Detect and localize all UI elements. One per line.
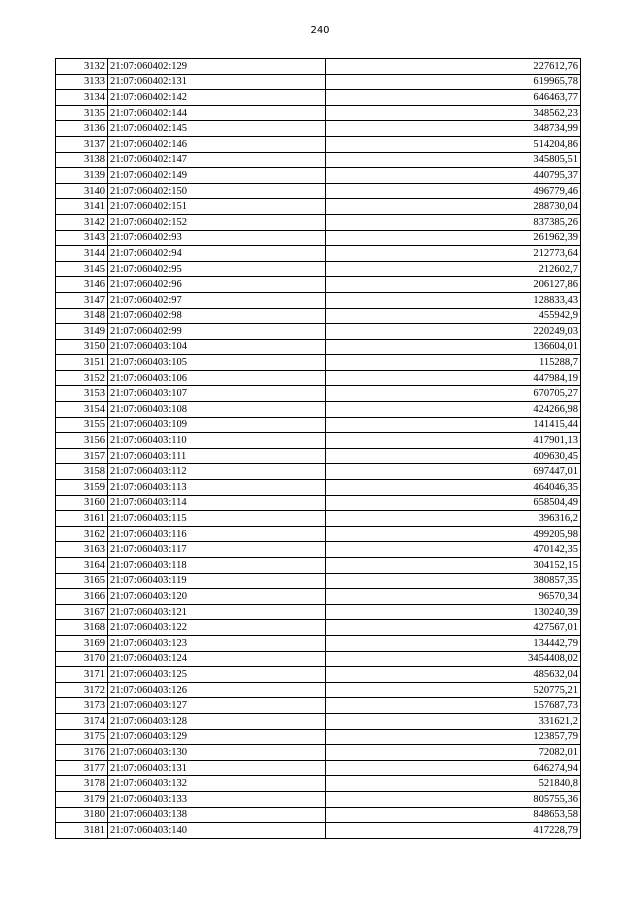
table-row [56,402,581,418]
row-number-cell: 3151 [56,355,108,371]
cadastral-value-cell: 288730,04 [326,199,581,215]
table-row [56,791,581,807]
cadastral-number-cell: 21:07:060402:150 [108,183,326,199]
cadastral-value-cell: 345805,51 [326,152,581,168]
cadastral-value-cell: 514204,86 [326,136,581,152]
cadastral-value-cell: 670705,27 [326,386,581,402]
cadastral-value-cell: 123857,79 [326,729,581,745]
row-number-cell: 3138 [56,152,108,168]
table-row [56,214,581,230]
cadastral-number-cell: 21:07:060403:122 [108,620,326,636]
cadastral-value-cell: 697447,01 [326,464,581,480]
table-row [56,168,581,184]
row-number-cell: 3170 [56,651,108,667]
row-number-cell: 3143 [56,230,108,246]
cadastral-value-cell: 499205,98 [326,526,581,542]
table-row [56,667,581,683]
cadastral-number-cell: 21:07:060402:142 [108,90,326,106]
table-row [56,495,581,511]
cadastral-number-cell: 21:07:060402:93 [108,230,326,246]
table-row [56,261,581,277]
cadastral-number-cell: 21:07:060402:149 [108,168,326,184]
row-number-cell: 3177 [56,760,108,776]
table-row [56,558,581,574]
cadastral-number-cell: 21:07:060403:110 [108,433,326,449]
cadastral-number-cell: 21:07:060403:105 [108,355,326,371]
cadastral-number-cell: 21:07:060402:95 [108,261,326,277]
table-row [56,448,581,464]
table-row [56,74,581,90]
table-row [56,776,581,792]
cadastral-value-cell: 134442,79 [326,635,581,651]
row-number-cell: 3148 [56,308,108,324]
cadastral-value-cell: 141415,44 [326,417,581,433]
table-row [56,807,581,823]
row-number-cell: 3137 [56,136,108,152]
row-number-cell: 3169 [56,635,108,651]
cadastral-value-cell: 409630,45 [326,448,581,464]
cadastral-value-cell: 261962,39 [326,230,581,246]
row-number-cell: 3140 [56,183,108,199]
cadastral-number-cell: 21:07:060403:112 [108,464,326,480]
cadastral-number-cell: 21:07:060403:108 [108,402,326,418]
row-number-cell: 3171 [56,667,108,683]
cadastral-value-cell: 206127,86 [326,277,581,293]
row-number-cell: 3178 [56,776,108,792]
cadastral-number-cell: 21:07:060403:111 [108,448,326,464]
cadastral-value-cell: 646274,94 [326,760,581,776]
table-row [56,152,581,168]
row-number-cell: 3175 [56,729,108,745]
table-row [56,682,581,698]
cadastral-number-cell: 21:07:060402:131 [108,74,326,90]
table-row [56,542,581,558]
cadastral-number-cell: 21:07:060403:113 [108,480,326,496]
table-row [56,277,581,293]
cadastral-number-cell: 21:07:060403:107 [108,386,326,402]
cadastral-number-cell: 21:07:060402:151 [108,199,326,215]
cadastral-value-cell: 304152,15 [326,558,581,574]
cadastral-value-cell: 331621,2 [326,713,581,729]
cadastral-value-cell: 646463,77 [326,90,581,106]
table-row [56,199,581,215]
cadastral-value-cell: 3454408,02 [326,651,581,667]
cadastral-value-cell: 521840,8 [326,776,581,792]
cadastral-value-cell: 157687,73 [326,698,581,714]
cadastral-value-cell: 470142,35 [326,542,581,558]
cadastral-value-table [55,58,581,839]
table-row [56,745,581,761]
row-number-cell: 3158 [56,464,108,480]
cadastral-number-cell: 21:07:060403:127 [108,698,326,714]
cadastral-value-cell: 212773,64 [326,246,581,262]
table-row [56,90,581,106]
row-number-cell: 3153 [56,386,108,402]
cadastral-number-cell: 21:07:060403:116 [108,526,326,542]
cadastral-value-cell: 380857,35 [326,573,581,589]
table-row [56,526,581,542]
cadastral-value-cell: 212602,7 [326,261,581,277]
table-row [56,339,581,355]
cadastral-number-cell: 21:07:060403:133 [108,791,326,807]
cadastral-number-cell: 21:07:060403:106 [108,370,326,386]
row-number-cell: 3164 [56,558,108,574]
table-row [56,183,581,199]
row-number-cell: 3134 [56,90,108,106]
cadastral-number-cell: 21:07:060403:118 [108,558,326,574]
cadastral-number-cell: 21:07:060403:128 [108,713,326,729]
cadastral-number-cell: 21:07:060402:99 [108,324,326,340]
table-row [56,386,581,402]
cadastral-value-cell: 464046,35 [326,480,581,496]
cadastral-number-cell: 21:07:060402:97 [108,292,326,308]
row-number-cell: 3133 [56,74,108,90]
table-row [56,620,581,636]
cadastral-value-cell: 396316,2 [326,511,581,527]
cadastral-value-cell: 72082,01 [326,745,581,761]
cadastral-number-cell: 21:07:060403:109 [108,417,326,433]
cadastral-number-cell: 21:07:060403:120 [108,589,326,605]
row-number-cell: 3135 [56,105,108,121]
row-number-cell: 3150 [56,339,108,355]
row-number-cell: 3172 [56,682,108,698]
cadastral-value-cell: 440795,37 [326,168,581,184]
cadastral-value-cell: 417901,13 [326,433,581,449]
cadastral-value-cell: 130240,39 [326,604,581,620]
cadastral-number-cell: 21:07:060403:123 [108,635,326,651]
row-number-cell: 3176 [56,745,108,761]
cadastral-number-cell: 21:07:060403:121 [108,604,326,620]
table-row [56,355,581,371]
table-row [56,417,581,433]
row-number-cell: 3168 [56,620,108,636]
cadastral-number-cell: 21:07:060403:104 [108,339,326,355]
cadastral-number-cell: 21:07:060403:117 [108,542,326,558]
row-number-cell: 3174 [56,713,108,729]
cadastral-number-cell: 21:07:060402:94 [108,246,326,262]
cadastral-value-cell: 520775,21 [326,682,581,698]
row-number-cell: 3141 [56,199,108,215]
table-row [56,308,581,324]
table-row [56,121,581,137]
cadastral-value-cell: 447984,19 [326,370,581,386]
row-number-cell: 3132 [56,59,108,75]
cadastral-number-cell: 21:07:060403:131 [108,760,326,776]
cadastral-number-cell: 21:07:060402:144 [108,105,326,121]
cadastral-value-cell: 427567,01 [326,620,581,636]
cadastral-value-cell: 848653,58 [326,807,581,823]
cadastral-number-cell: 21:07:060403:129 [108,729,326,745]
cadastral-value-cell: 496779,46 [326,183,581,199]
row-number-cell: 3165 [56,573,108,589]
row-number-cell: 3145 [56,261,108,277]
row-number-cell: 3152 [56,370,108,386]
row-number-cell: 3142 [56,214,108,230]
table-row [56,136,581,152]
table-row [56,760,581,776]
table-row [56,230,581,246]
cadastral-value-cell: 837385,26 [326,214,581,230]
table-row [56,246,581,262]
cadastral-value-cell: 136604,01 [326,339,581,355]
row-number-cell: 3173 [56,698,108,714]
row-number-cell: 3156 [56,433,108,449]
cadastral-number-cell: 21:07:060402:96 [108,277,326,293]
cadastral-value-cell: 227612,76 [326,59,581,75]
table-row [56,433,581,449]
row-number-cell: 3154 [56,402,108,418]
cadastral-value-cell: 96570,34 [326,589,581,605]
cadastral-number-cell: 21:07:060403:125 [108,667,326,683]
row-number-cell: 3181 [56,823,108,839]
cadastral-number-cell: 21:07:060402:152 [108,214,326,230]
row-number-cell: 3144 [56,246,108,262]
table-row [56,713,581,729]
row-number-cell: 3161 [56,511,108,527]
row-number-cell: 3160 [56,495,108,511]
cadastral-number-cell: 21:07:060403:115 [108,511,326,527]
cadastral-number-cell: 21:07:060403:114 [108,495,326,511]
table-row [56,589,581,605]
row-number-cell: 3167 [56,604,108,620]
row-number-cell: 3157 [56,448,108,464]
cadastral-number-cell: 21:07:060402:98 [108,308,326,324]
cadastral-number-cell: 21:07:060403:138 [108,807,326,823]
cadastral-number-cell: 21:07:060402:145 [108,121,326,137]
table-row [56,480,581,496]
cadastral-number-cell: 21:07:060402:146 [108,136,326,152]
row-number-cell: 3163 [56,542,108,558]
table-row [56,604,581,620]
cadastral-value-cell: 658504,49 [326,495,581,511]
row-number-cell: 3139 [56,168,108,184]
table-row [56,59,581,75]
table-row [56,105,581,121]
table-row [56,511,581,527]
cadastral-value-cell: 128833,43 [326,292,581,308]
cadastral-value-cell: 348562,23 [326,105,581,121]
cadastral-value-cell: 115288,7 [326,355,581,371]
cadastral-value-cell: 619965,78 [326,74,581,90]
cadastral-number-cell: 21:07:060402:129 [108,59,326,75]
row-number-cell: 3146 [56,277,108,293]
cadastral-value-cell: 424266,98 [326,402,581,418]
table-row [56,823,581,839]
cadastral-value-cell: 455942,9 [326,308,581,324]
row-number-cell: 3136 [56,121,108,137]
row-number-cell: 3179 [56,791,108,807]
page-number: 240 [310,25,330,36]
cadastral-number-cell: 21:07:060403:132 [108,776,326,792]
table-row [56,464,581,480]
cadastral-number-cell: 21:07:060403:126 [108,682,326,698]
table-row [56,729,581,745]
row-number-cell: 3162 [56,526,108,542]
row-number-cell: 3155 [56,417,108,433]
table-row [56,635,581,651]
cadastral-number-cell: 21:07:060403:140 [108,823,326,839]
row-number-cell: 3149 [56,324,108,340]
table-row [56,370,581,386]
row-number-cell: 3180 [56,807,108,823]
table-row [56,698,581,714]
cadastral-number-cell: 21:07:060402:147 [108,152,326,168]
row-number-cell: 3166 [56,589,108,605]
row-number-cell: 3147 [56,292,108,308]
table-row [56,651,581,667]
table-row [56,292,581,308]
table-row [56,573,581,589]
cadastral-value-cell: 485632,04 [326,667,581,683]
cadastral-number-cell: 21:07:060403:130 [108,745,326,761]
row-number-cell: 3159 [56,480,108,496]
cadastral-value-cell: 348734,99 [326,121,581,137]
cadastral-number-cell: 21:07:060403:124 [108,651,326,667]
cadastral-number-cell: 21:07:060403:119 [108,573,326,589]
cadastral-value-cell: 220249,03 [326,324,581,340]
table-body [56,59,581,839]
cadastral-value-cell: 805755,36 [326,791,581,807]
cadastral-value-cell: 417228,79 [326,823,581,839]
table-row [56,324,581,340]
